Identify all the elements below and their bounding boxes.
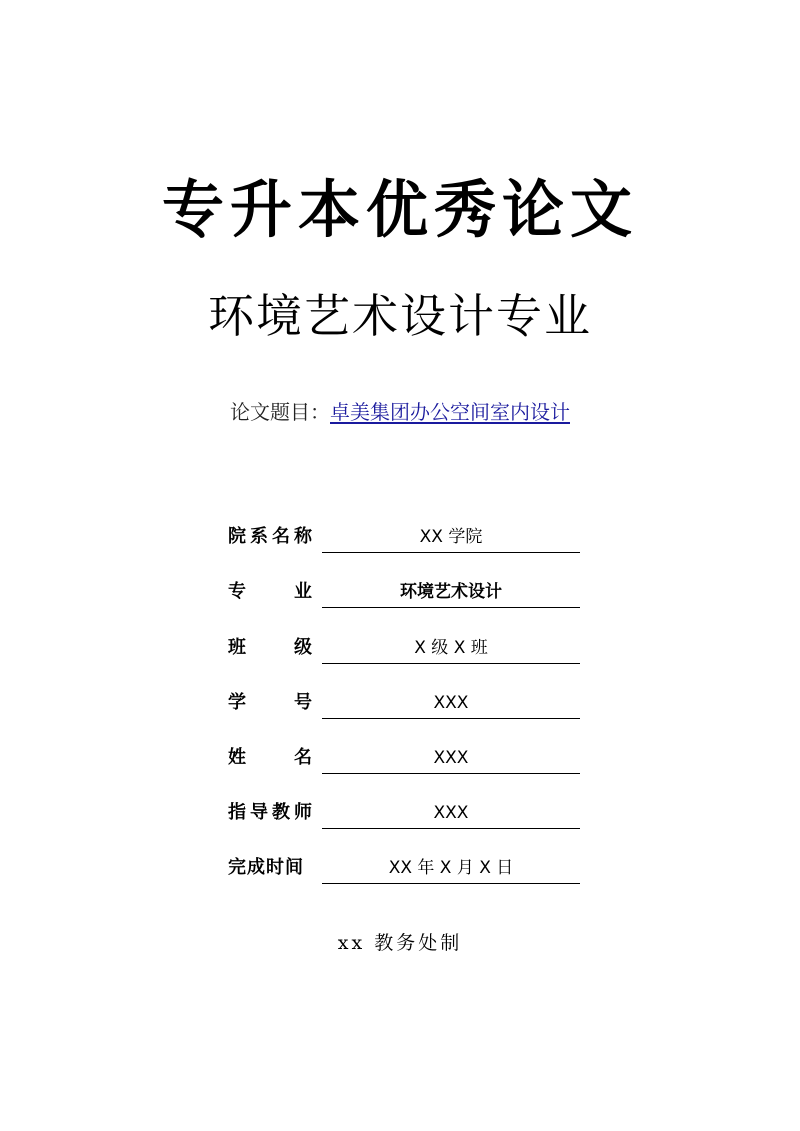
advisor-label: 指导教师 <box>228 802 316 823</box>
completion-date-label: 完成时间 <box>228 857 304 878</box>
major-value: 环境艺术设计 <box>322 575 580 608</box>
class-label-char-2: 级 <box>294 637 312 658</box>
thesis-topic-label: 论文题目： <box>230 400 330 424</box>
major-label-char-2: 业 <box>294 581 312 602</box>
department-label: 院系名称 <box>228 526 316 547</box>
class-label <box>228 631 312 665</box>
advisor-value: XXX <box>322 796 580 829</box>
class-label-char-1: 班 <box>228 637 246 658</box>
info-row-name <box>228 741 588 775</box>
class-value: X 级 X 班 <box>322 631 580 664</box>
completion-date-value: XX 年 X 月 X 日 <box>322 851 580 884</box>
thesis-topic-row <box>0 395 800 429</box>
student-id-label-char-2: 号 <box>294 692 312 713</box>
thesis-topic-value: 卓美集团办公空间室内设计 <box>330 400 570 424</box>
name-label-char-1: 姓 <box>228 747 246 768</box>
department-value: XX 学院 <box>322 520 580 553</box>
major-subtitle: 环境艺术设计专业 <box>208 289 592 343</box>
major-label-char-1: 专 <box>228 581 246 602</box>
student-id-value: XXX <box>322 686 580 719</box>
student-id-label-char-1: 学 <box>228 692 246 713</box>
student-id-label <box>228 686 312 720</box>
name-label <box>228 741 312 775</box>
name-label-char-2: 名 <box>294 747 312 768</box>
info-row-department <box>228 520 588 554</box>
info-row-advisor <box>228 796 588 830</box>
name-value: XXX <box>322 741 580 774</box>
major-label <box>228 575 312 609</box>
issuer-footer: xx 教务处制 <box>337 932 463 954</box>
info-row-class <box>228 631 588 665</box>
info-row-major <box>228 575 588 609</box>
document-title: 专升本优秀论文 <box>161 173 638 246</box>
info-row-student-id <box>228 686 588 720</box>
info-row-completion-date <box>228 851 588 885</box>
